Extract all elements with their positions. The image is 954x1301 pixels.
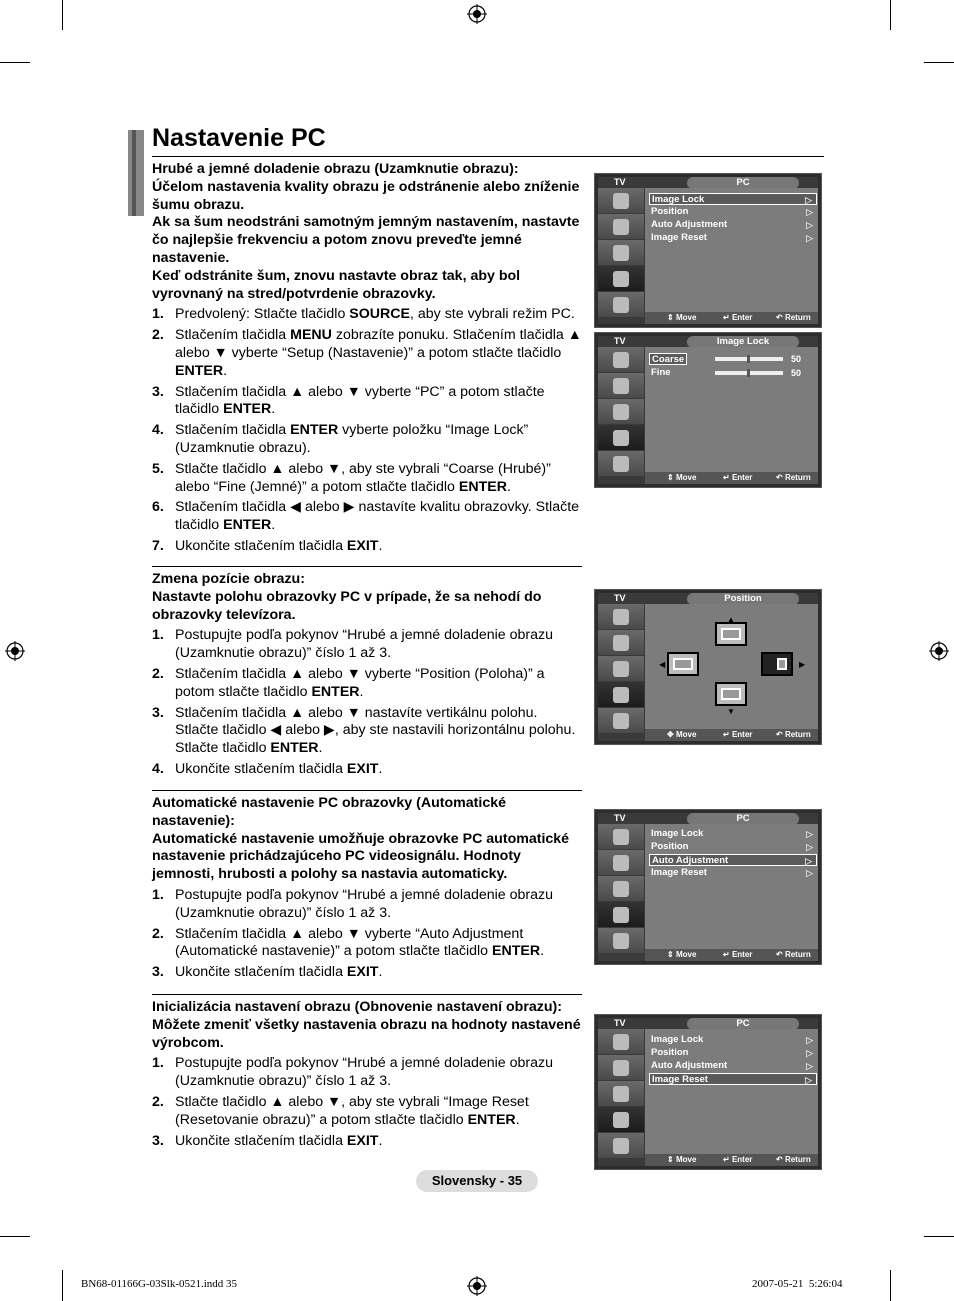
crop-mark	[62, 0, 63, 30]
osd-tv-label: TV	[614, 813, 626, 823]
footer-file-name: BN68-01166G-03Slk-0521.indd 35	[81, 1278, 238, 1290]
osd-item-position[interactable]: Position ▷	[651, 841, 813, 852]
coarse-value: 50	[791, 354, 802, 364]
move-hint: ⇕ Move	[667, 313, 697, 322]
return-hint: ↶ Return	[776, 313, 811, 322]
osd-header: PC	[687, 813, 799, 825]
step-key: SOURCE	[349, 306, 410, 323]
osd-item-fine[interactable]: Fine	[651, 367, 671, 378]
step-key: MENU	[290, 327, 332, 344]
osd-main	[645, 1029, 818, 1154]
osd-item-image-lock[interactable]: Image Lock ▷	[651, 1034, 813, 1045]
step-key: EXIT	[346, 537, 379, 554]
move-hint: ⇕ Move	[667, 473, 697, 482]
step-item	[152, 666, 584, 702]
section-description: Nastavte polohu obrazovky PC v prípade, že sa nehodí do obrazovky televízora.	[152, 588, 542, 623]
osd-header: PC	[687, 177, 799, 189]
step-text: .	[378, 537, 383, 554]
step-text: Postupujte podľa pokynov “Hrubé a jemné doladenie obrazu (Uzamknutie obrazu)” číslo 1 až 3.	[175, 886, 553, 921]
position-down-box[interactable]	[715, 682, 747, 706]
step-text: Stlačením tlačidla ▲ alebo ▼ vyberte “Auto Adjustment (Automatické nastavenie)” a potom stlačte tlačidlo	[175, 925, 524, 960]
enter-hint: ↵ Enter	[723, 473, 753, 482]
step-text: .	[506, 478, 511, 495]
section-heading: Hrubé a jemné doladenie obrazu (Uzamknutie obrazu):	[152, 161, 519, 177]
step-item	[152, 306, 584, 324]
title-accent-bar	[128, 130, 144, 216]
section-heading: Zmena pozície obrazu:	[152, 571, 305, 587]
osd-item-image-lock[interactable]: Image Lock ▷	[651, 828, 813, 839]
step-number: 4.	[152, 422, 164, 439]
step-key: ENTER	[467, 1111, 516, 1128]
step-number: 1.	[152, 886, 164, 903]
move-hint: ⇕ Move	[667, 1155, 697, 1164]
osd-main	[645, 824, 818, 949]
step-text: Stlačením tlačidla ◀ alebo ▶ nastavíte kvalitu obrazovky. Stlačte tlačidlo	[175, 499, 580, 534]
move-hint: ⇕ Move	[667, 950, 697, 959]
page-title: Nastavenie PC	[152, 124, 326, 152]
picture-icon	[598, 604, 644, 630]
step-key: ENTER	[458, 478, 507, 495]
section-description: Účelom nastavenia kvality obrazu je odstránenie alebo zníženie šumu obrazu.	[152, 178, 580, 213]
step-key: ENTER	[223, 517, 272, 534]
step-item	[152, 926, 584, 962]
step-text: Ukončite stlačením tlačidla	[175, 760, 347, 777]
step-item	[152, 327, 584, 380]
position-right-box[interactable]	[761, 652, 793, 676]
crop-mark	[924, 62, 954, 63]
section-divider	[152, 994, 582, 995]
step-item	[152, 538, 584, 556]
step-number: 1.	[152, 1055, 164, 1072]
step-number: 2.	[152, 1093, 164, 1110]
return-hint: ↶ Return	[776, 730, 811, 739]
crop-mark	[0, 62, 30, 63]
step-text: .	[223, 362, 228, 379]
step-item	[152, 1133, 584, 1151]
step-key: ENTER	[492, 943, 541, 960]
osd-footer	[645, 472, 818, 484]
step-text: Ukončite stlačením tlačidla	[175, 1132, 347, 1149]
step-text: .	[359, 683, 364, 700]
section-auto-adjustment	[152, 795, 584, 982]
section-divider	[152, 790, 582, 791]
step-key: EXIT	[346, 1132, 379, 1149]
arrow-up-icon: ▲	[727, 615, 735, 624]
step-list	[152, 306, 584, 555]
registration-mark-icon	[467, 4, 487, 24]
step-text: .	[271, 401, 276, 418]
step-item	[152, 422, 584, 458]
crop-mark	[890, 0, 891, 30]
setup-icon	[598, 902, 644, 928]
step-text: .	[378, 760, 383, 777]
step-item	[152, 964, 584, 982]
step-number: 3.	[152, 1132, 164, 1149]
section-description: Automatické nastavenie umožňuje obrazovke PC automatické nastavenie prichádzajúceho PC videosignálu. Hodnoty jemnosti, hrubosti a polohy sa nastavia automaticky.	[152, 830, 570, 883]
step-text: .	[378, 964, 383, 981]
input-icon	[598, 451, 644, 477]
step-text: Stlačením tlačidla	[175, 422, 291, 439]
crop-mark	[890, 1270, 891, 1301]
sound-icon	[598, 214, 644, 240]
return-hint: ↶ Return	[776, 1155, 811, 1164]
step-text: Stlačením tlačidla ▲ alebo ▼ vyberte “Position (Poloha)” a potom stlačte tlačidlo	[175, 665, 545, 700]
osd-item-image-reset[interactable]: Image Reset ▷	[649, 1073, 817, 1085]
step-number: 3.	[152, 383, 164, 400]
position-left-box[interactable]	[667, 652, 699, 676]
picture-icon	[598, 188, 644, 214]
step-text: Stlačením tlačidla ▲ alebo ▼ nastavíte vertikálnu polohu. Stlačte tlačidlo ◀ alebo ▶, aby ste nastavili horizontálnu polohu. Stlačte tlačidlo	[175, 704, 576, 757]
step-number: 7.	[152, 537, 164, 554]
osd-item-auto-adjustment[interactable]: Auto Adjustment ▷	[651, 219, 813, 230]
section-description: Ak sa šum neodstráni samotným jemným nastavením, nastavte čo najlepšie frekvenciu a potom znovu preveďte jemné nastavenie.	[152, 214, 580, 266]
osd-main	[645, 347, 818, 472]
arrow-right-icon: ▶	[799, 660, 806, 669]
osd-item-image-reset[interactable]: Image Reset ▷	[651, 867, 813, 878]
channel-icon	[598, 399, 644, 425]
osd-item-position[interactable]: Position ▷	[651, 206, 813, 217]
step-item	[152, 627, 584, 663]
osd-footer	[645, 1154, 818, 1166]
osd-tv-label: TV	[614, 336, 626, 346]
osd-tv-label: TV	[614, 1018, 626, 1028]
osd-item-auto-adjustment[interactable]: Auto Adjustment ▷	[649, 854, 817, 866]
sound-icon	[598, 373, 644, 399]
step-text: .	[378, 1132, 383, 1149]
step-text: .	[271, 517, 276, 534]
osd-sidebar	[598, 1029, 644, 1159]
section-description: Môžete zmeniť všetky nastavenia obrazu na hodnoty nastavené výrobcom.	[152, 1016, 581, 1051]
step-number: 2.	[152, 327, 164, 344]
osd-tv-label: TV	[614, 177, 626, 187]
registration-mark-icon	[5, 641, 25, 661]
osd-footer	[645, 949, 818, 961]
channel-icon	[598, 240, 644, 266]
sound-icon	[598, 1055, 644, 1081]
step-key: EXIT	[346, 760, 379, 777]
channel-icon	[598, 656, 644, 682]
picture-icon	[598, 824, 644, 850]
osd-header: Position	[687, 593, 799, 605]
setup-icon	[598, 1107, 644, 1133]
section-heading: Automatické nastavenie PC obrazovky (Automatické nastavenie):	[152, 795, 507, 829]
step-text: Predvolený: Stlačte tlačidlo	[175, 306, 350, 323]
coarse-slider[interactable]	[715, 357, 783, 361]
osd-sidebar	[598, 347, 644, 477]
step-text: .	[540, 943, 545, 960]
osd-item-position[interactable]: Position ▷	[651, 1047, 813, 1058]
osd-header: PC	[687, 1018, 799, 1030]
step-item	[152, 384, 584, 420]
input-icon	[598, 928, 644, 954]
osd-item-image-reset[interactable]: Image Reset ▷	[651, 232, 813, 243]
step-number: 4.	[152, 760, 164, 777]
step-number: 3.	[152, 964, 164, 981]
osd-pc-menu-auto-adjustment	[594, 809, 822, 965]
footer-date: 2007-05-21 ︎︎ 5:26:04	[752, 1278, 843, 1290]
osd-item-auto-adjustment[interactable]: Auto Adjustment ▷	[651, 1060, 813, 1071]
osd-sidebar	[598, 824, 644, 954]
step-number: 6.	[152, 499, 164, 516]
picture-icon	[598, 347, 644, 373]
step-item	[152, 761, 584, 779]
title-accent-bar	[132, 130, 136, 216]
osd-footer	[645, 729, 818, 741]
step-item	[152, 499, 584, 535]
osd-item-image-lock[interactable]: Image Lock ▷	[649, 193, 817, 205]
step-text: , aby ste vybrali režim PC.	[410, 306, 575, 323]
sound-icon	[598, 630, 644, 656]
setup-icon	[598, 266, 644, 292]
step-text: vyberte položku “Image Lock” (Uzamknutie obrazu).	[175, 422, 529, 456]
setup-icon	[598, 425, 644, 451]
osd-image-lock	[594, 332, 822, 488]
step-number: 2.	[152, 665, 164, 682]
step-number: 3.	[152, 704, 164, 721]
step-text: Stlačte tlačidlo ▲ alebo ▼, aby ste vybrali “Coarse (Hrubé)” alebo “Fine (Jemné)” a potom stlačte tlačidlo	[175, 460, 551, 495]
arrow-down-icon: ▼	[727, 707, 735, 716]
step-list	[152, 1055, 584, 1150]
step-text: Postupujte podľa pokynov “Hrubé a jemné doladenie obrazu (Uzamknutie obrazu)” číslo 1 až 3.	[175, 627, 553, 662]
step-text: Stlačením tlačidla ▲ alebo ▼ vyberte “PC” a potom stlačte tlačidlo	[175, 383, 545, 418]
enter-hint: ↵ Enter	[723, 950, 753, 959]
osd-pc-menu-image-lock	[594, 173, 822, 328]
enter-hint: ↵ Enter	[723, 1155, 753, 1164]
title-divider	[152, 156, 824, 157]
osd-sidebar	[598, 604, 644, 734]
sound-icon	[598, 850, 644, 876]
step-item	[152, 461, 584, 497]
coarse-slider-row	[691, 353, 821, 365]
step-text: Postupujte podľa pokynov “Hrubé a jemné doladenie obrazu (Uzamknutie obrazu)” číslo 1 až 3.	[175, 1055, 553, 1090]
step-item	[152, 1055, 584, 1091]
osd-sidebar	[598, 188, 644, 318]
return-hint: ↶ Return	[776, 950, 811, 959]
channel-icon	[598, 1081, 644, 1107]
setup-icon	[598, 682, 644, 708]
section-position	[152, 571, 584, 779]
step-key: ENTER	[311, 683, 360, 700]
fine-slider[interactable]	[715, 371, 783, 375]
step-number: 5.	[152, 460, 164, 477]
channel-icon	[598, 876, 644, 902]
section-description: Keď odstránite šum, znovu nastavte obraz tak, aby bol vyrovnaný na stred/potvrdenie obrazovky.	[152, 267, 521, 302]
position-up-box[interactable]	[715, 622, 747, 646]
osd-pc-menu-image-reset	[594, 1014, 822, 1170]
input-icon	[598, 708, 644, 734]
step-key: ENTER	[175, 362, 224, 379]
return-hint: ↶ Return	[776, 473, 811, 482]
section-divider	[152, 566, 582, 567]
step-text: Stlačením tlačidla	[175, 327, 291, 344]
crop-mark	[924, 1236, 954, 1237]
step-key: ENTER	[290, 422, 339, 439]
osd-tv-label: TV	[614, 593, 626, 603]
fine-value: 50	[791, 368, 802, 378]
step-item	[152, 1094, 584, 1130]
registration-mark-icon	[929, 641, 949, 661]
step-text: zobrazíte ponuku. Stlačením tlačidla ▲ alebo ▼ vyberte “Setup (Nastavenie)” a potom stlačte tlačidlo	[175, 327, 582, 361]
input-icon	[598, 1133, 644, 1159]
step-number: 2.	[152, 925, 164, 942]
osd-position	[594, 589, 822, 745]
step-list	[152, 887, 584, 982]
crop-mark	[62, 1270, 63, 1301]
picture-icon	[598, 1029, 644, 1055]
step-key: EXIT	[346, 964, 379, 981]
step-key: ENTER	[223, 401, 272, 418]
section-coarse-fine	[152, 161, 584, 556]
fine-slider-row	[691, 367, 821, 379]
osd-footer	[645, 312, 818, 324]
step-key: ENTER	[270, 740, 319, 757]
osd-header: Image Lock	[687, 336, 799, 348]
step-text: .	[318, 740, 323, 757]
step-text: Stlačte tlačidlo ▲ alebo ▼, aby ste vybrali “Image Reset (Resetovanie obrazu)” a potom stlačte tlačidlo	[175, 1093, 529, 1128]
step-list	[152, 627, 584, 778]
input-icon	[598, 292, 644, 318]
registration-mark-icon	[467, 1276, 487, 1296]
move-hint: ✥ Move	[667, 730, 697, 739]
step-number: 1.	[152, 306, 164, 323]
step-text: Ukončite stlačením tlačidla	[175, 964, 347, 981]
page-number-label: Slovensky - 35	[416, 1170, 538, 1192]
enter-hint: ↵ Enter	[723, 730, 753, 739]
step-number: 1.	[152, 627, 164, 644]
step-item	[152, 705, 584, 758]
osd-main	[645, 188, 818, 312]
arrow-left-icon: ◀	[659, 660, 666, 669]
osd-item-coarse[interactable]: Coarse	[649, 353, 687, 365]
section-image-reset	[152, 999, 584, 1150]
step-text: .	[515, 1111, 520, 1128]
osd-main	[645, 604, 818, 729]
crop-mark	[0, 1236, 30, 1237]
step-item	[152, 887, 584, 923]
step-text: Ukončite stlačením tlačidla	[175, 537, 347, 554]
section-heading: Inicializácia nastavení obrazu (Obnovenie nastavení obrazu):	[152, 999, 562, 1015]
enter-hint: ↵ Enter	[723, 313, 753, 322]
